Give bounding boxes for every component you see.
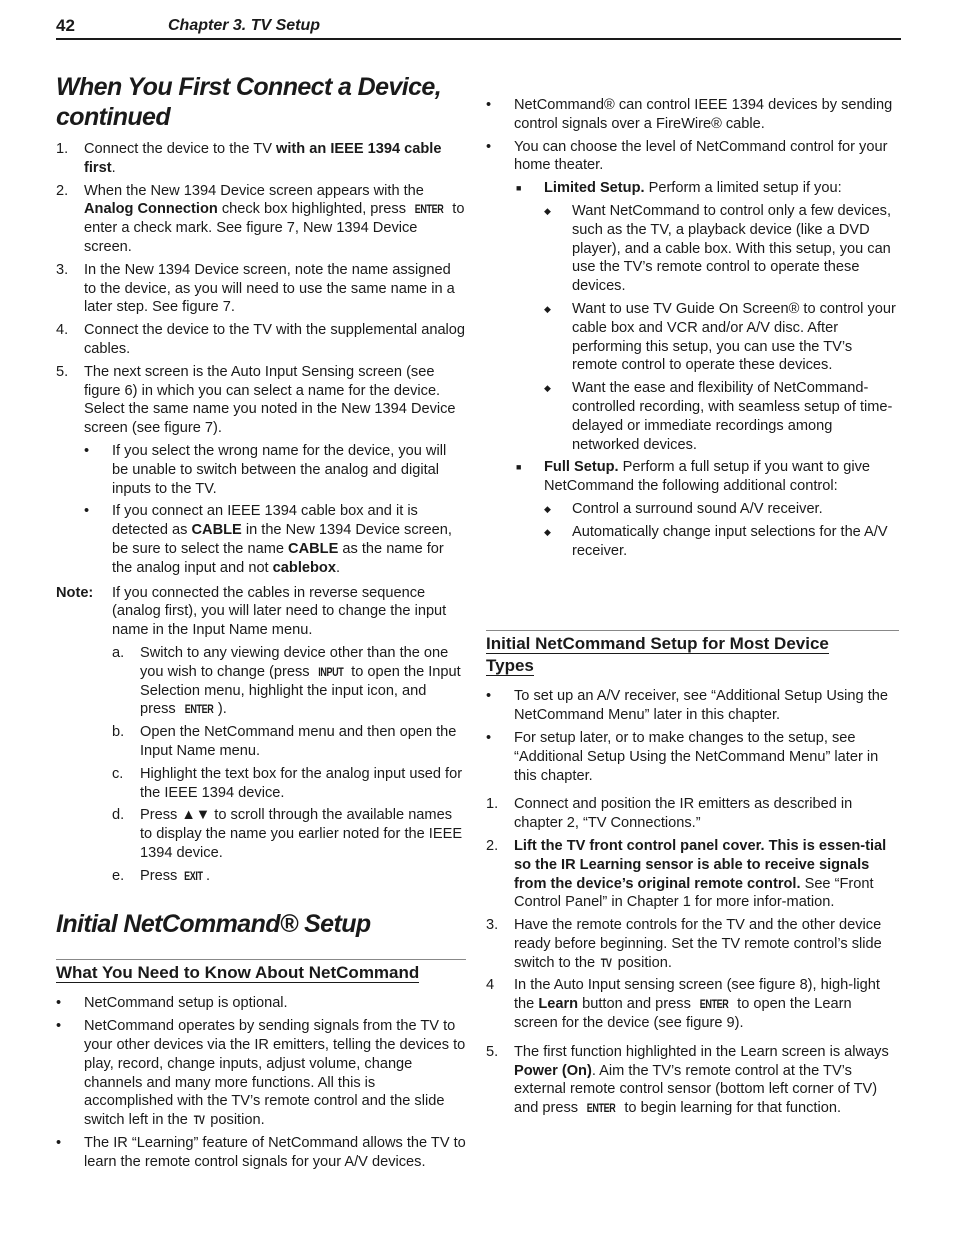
diamond-item: ◆ Want to use TV Guide On Screen® to control your cable box and VCR and/or A/V disc. After performing this setup, you can use the TV’s remote control to operate these devices. bbox=[544, 300, 896, 374]
note-step: e. Press EXIT . bbox=[112, 867, 211, 884]
section-title-continued: When You First Connect a Device, continued bbox=[56, 73, 442, 131]
step-item: 4. Connect the device to the TV with the supplemental analog cables. bbox=[56, 322, 466, 357]
bullet-icon: • bbox=[56, 995, 62, 1012]
note-step: c. Highlight the text box for the analog input used for the IEEE 1394 device. bbox=[112, 765, 463, 801]
note-step: a. Switch to any viewing device other than the one you wish to change (press INPUT to open the Input Selection menu, highlight the input icon, and press ENTER ). bbox=[112, 644, 461, 718]
diamond-bullet-icon: ◆ bbox=[544, 205, 551, 216]
diamond-item: ◆ Want NetCommand to control only a few devices, such as the TV, a playback device (like a DVD player), and a cable box. With this setup, you can use the TV’s remote control to operate these devices. bbox=[544, 202, 892, 295]
enter-key-label: ENTER bbox=[414, 202, 444, 217]
input-key-label: INPUT bbox=[317, 664, 343, 679]
step-item: 1. Connect the device to the TV with an IEEE 1394 cable first. bbox=[56, 141, 442, 176]
step-item: 3. In the New 1394 Device screen, note the name assigned to the device, as you will need to use the same name in a later step. See figure 7. bbox=[56, 261, 455, 316]
chapter-title: Chapter 3. TV Setup bbox=[168, 17, 321, 34]
diamond-bullet-icon: ◆ bbox=[544, 383, 551, 394]
section-rule bbox=[486, 630, 899, 631]
bullet-item: • If you connect an IEEE 1394 cable box and it is detected as CABLE in the New 1394 Device screen, be sure to select the name CABLE as the name for the analog input and not cablebox. bbox=[84, 503, 452, 576]
diamond-item: ◆ Control a surround sound A/V receiver. bbox=[544, 500, 823, 517]
step-item: 3. Have the remote controls for the TV and the other device ready before beginning. Set the TV remote control’s slide switch to the TV position. bbox=[486, 917, 882, 971]
page-header bbox=[56, 14, 901, 40]
diamond-item: ◆ Want the ease and flexibility of NetCommand-controlled recording, with seamless setup of time-delayed or immediate recordings among networked devices. bbox=[544, 380, 893, 453]
step-item: 2. Lift the TV front control panel cover. This is essen-tial so the IR Learning sensor is able to receive signals from the device’s original remote control. See “Front Control Panel” in Chapter 1 for more infor-mation. bbox=[486, 837, 887, 911]
enter-key-label: ENTER bbox=[586, 1101, 616, 1116]
diamond-bullet-icon: ◆ bbox=[544, 526, 551, 537]
bullet-item: • The IR “Learning” feature of NetCommand allows the TV to learn the remote control signals for your A/V devices. bbox=[56, 1135, 466, 1170]
enter-key-label: ENTER bbox=[699, 997, 729, 1012]
bullet-item: • NetCommand operates by sending signals from the TV to your other devices via the IR emitters, telling the devices to play, record, change inputs, adjust volume, change channels and many more functions. All this is accomplished with the TV’s remote control and the slide switch left in the TV position. bbox=[56, 1018, 466, 1129]
bullet-icon: • bbox=[486, 138, 492, 155]
diamond-bullet-icon: ◆ bbox=[544, 503, 551, 514]
note-step: d. Press ▲▼ to scroll through the available names to display the name you earlier noted for the IEEE 1394 device. bbox=[112, 807, 463, 861]
step-item: 5. The next screen is the Auto Input Sensing screen (see figure 6) in which you can select a name for the device. Select the same name you noted in the New 1394 Device screen (see figure 7). bbox=[56, 363, 456, 437]
bullet-icon: • bbox=[56, 1018, 62, 1035]
square-bullet-icon: ■ bbox=[516, 183, 522, 194]
step-item: 2. When the New 1394 Device screen appears with the Analog Connection check box highlighted, press ENTER to enter a check mark. See figure 7, New 1394 Device screen. bbox=[56, 182, 465, 255]
tv-key-label: TV bbox=[600, 955, 612, 970]
bullet-item: • NetCommand setup is optional. bbox=[56, 995, 288, 1012]
bullet-item: • For setup later, or to make changes to the setup, see “Additional Setup Using the NetCommand Menu” later in this chapter. bbox=[486, 729, 879, 784]
diamond-item: ◆ Automatically change input selections for the A/V receiver. bbox=[544, 523, 888, 559]
note-block: Note: If you connected the cables in reverse sequence (analog first), you will later need to change the input name in the Input Name menu. bbox=[56, 584, 447, 639]
bullet-icon: • bbox=[486, 688, 492, 705]
subsection-title-know: What You Need to Know About NetCommand bbox=[56, 963, 420, 983]
bullet-icon: • bbox=[486, 97, 492, 113]
step-item: 5. The first function highlighted in the Learn screen is always Power (On). Aim the TV’s remote control at the TV’s external remote control sensor (bottom left corner of TV) and press ENTER to begin learning for that function. bbox=[486, 1043, 889, 1117]
bullet-icon: • bbox=[486, 729, 492, 746]
bullet-icon: • bbox=[84, 442, 90, 459]
exit-key-label: EXIT bbox=[184, 868, 203, 883]
subsection-title-setup: Initial NetCommand Setup for Most Device Types bbox=[486, 634, 829, 676]
page-number: 42 bbox=[56, 16, 75, 35]
diamond-bullet-icon: ◆ bbox=[544, 303, 551, 314]
square-bullet-icon: ■ bbox=[516, 462, 522, 473]
note-label: Note: bbox=[56, 584, 94, 601]
section-rule bbox=[56, 959, 466, 960]
bullet-item: • If you select the wrong name for the device, you will be unable to switch between the analog and digital inputs to the TV. bbox=[84, 442, 447, 497]
section-title-netcommand: Initial NetCommand® Setup bbox=[56, 910, 371, 939]
bullet-icon: • bbox=[84, 503, 90, 520]
enter-key-label: ENTER bbox=[184, 702, 214, 717]
step-item: 4 In the Auto Input sensing screen (see figure 8), high-light the Learn button and press ENTER to open the Learn screen for the device (see figure 9). bbox=[486, 977, 880, 1032]
left-column bbox=[56, 72, 466, 1176]
limited-setup-item: ■ Limited Setup. Perform a limited setup if you: bbox=[516, 180, 842, 197]
full-setup-item: ■ Full Setup. Perform a full setup if you want to give NetCommand the following additional control: bbox=[516, 459, 871, 495]
bullet-item: • NetCommand® can control IEEE 1394 devices by sending control signals over a FireWire® cable. bbox=[486, 97, 893, 132]
step-item: 1. Connect and position the IR emitters as described in chapter 2, “TV Connections.” bbox=[486, 796, 853, 832]
bullet-icon: • bbox=[56, 1135, 62, 1152]
note-step: b. Open the NetCommand menu and then open the Input Name menu. bbox=[112, 724, 457, 759]
bullet-item: • You can choose the level of NetCommand control for your home theater. bbox=[486, 138, 888, 174]
right-column bbox=[486, 96, 899, 1122]
bullet-item: • To set up an A/V receiver, see “Additional Setup Using the NetCommand Menu” later in this chapter. bbox=[486, 688, 888, 724]
tv-key-label: TV bbox=[193, 1113, 205, 1128]
